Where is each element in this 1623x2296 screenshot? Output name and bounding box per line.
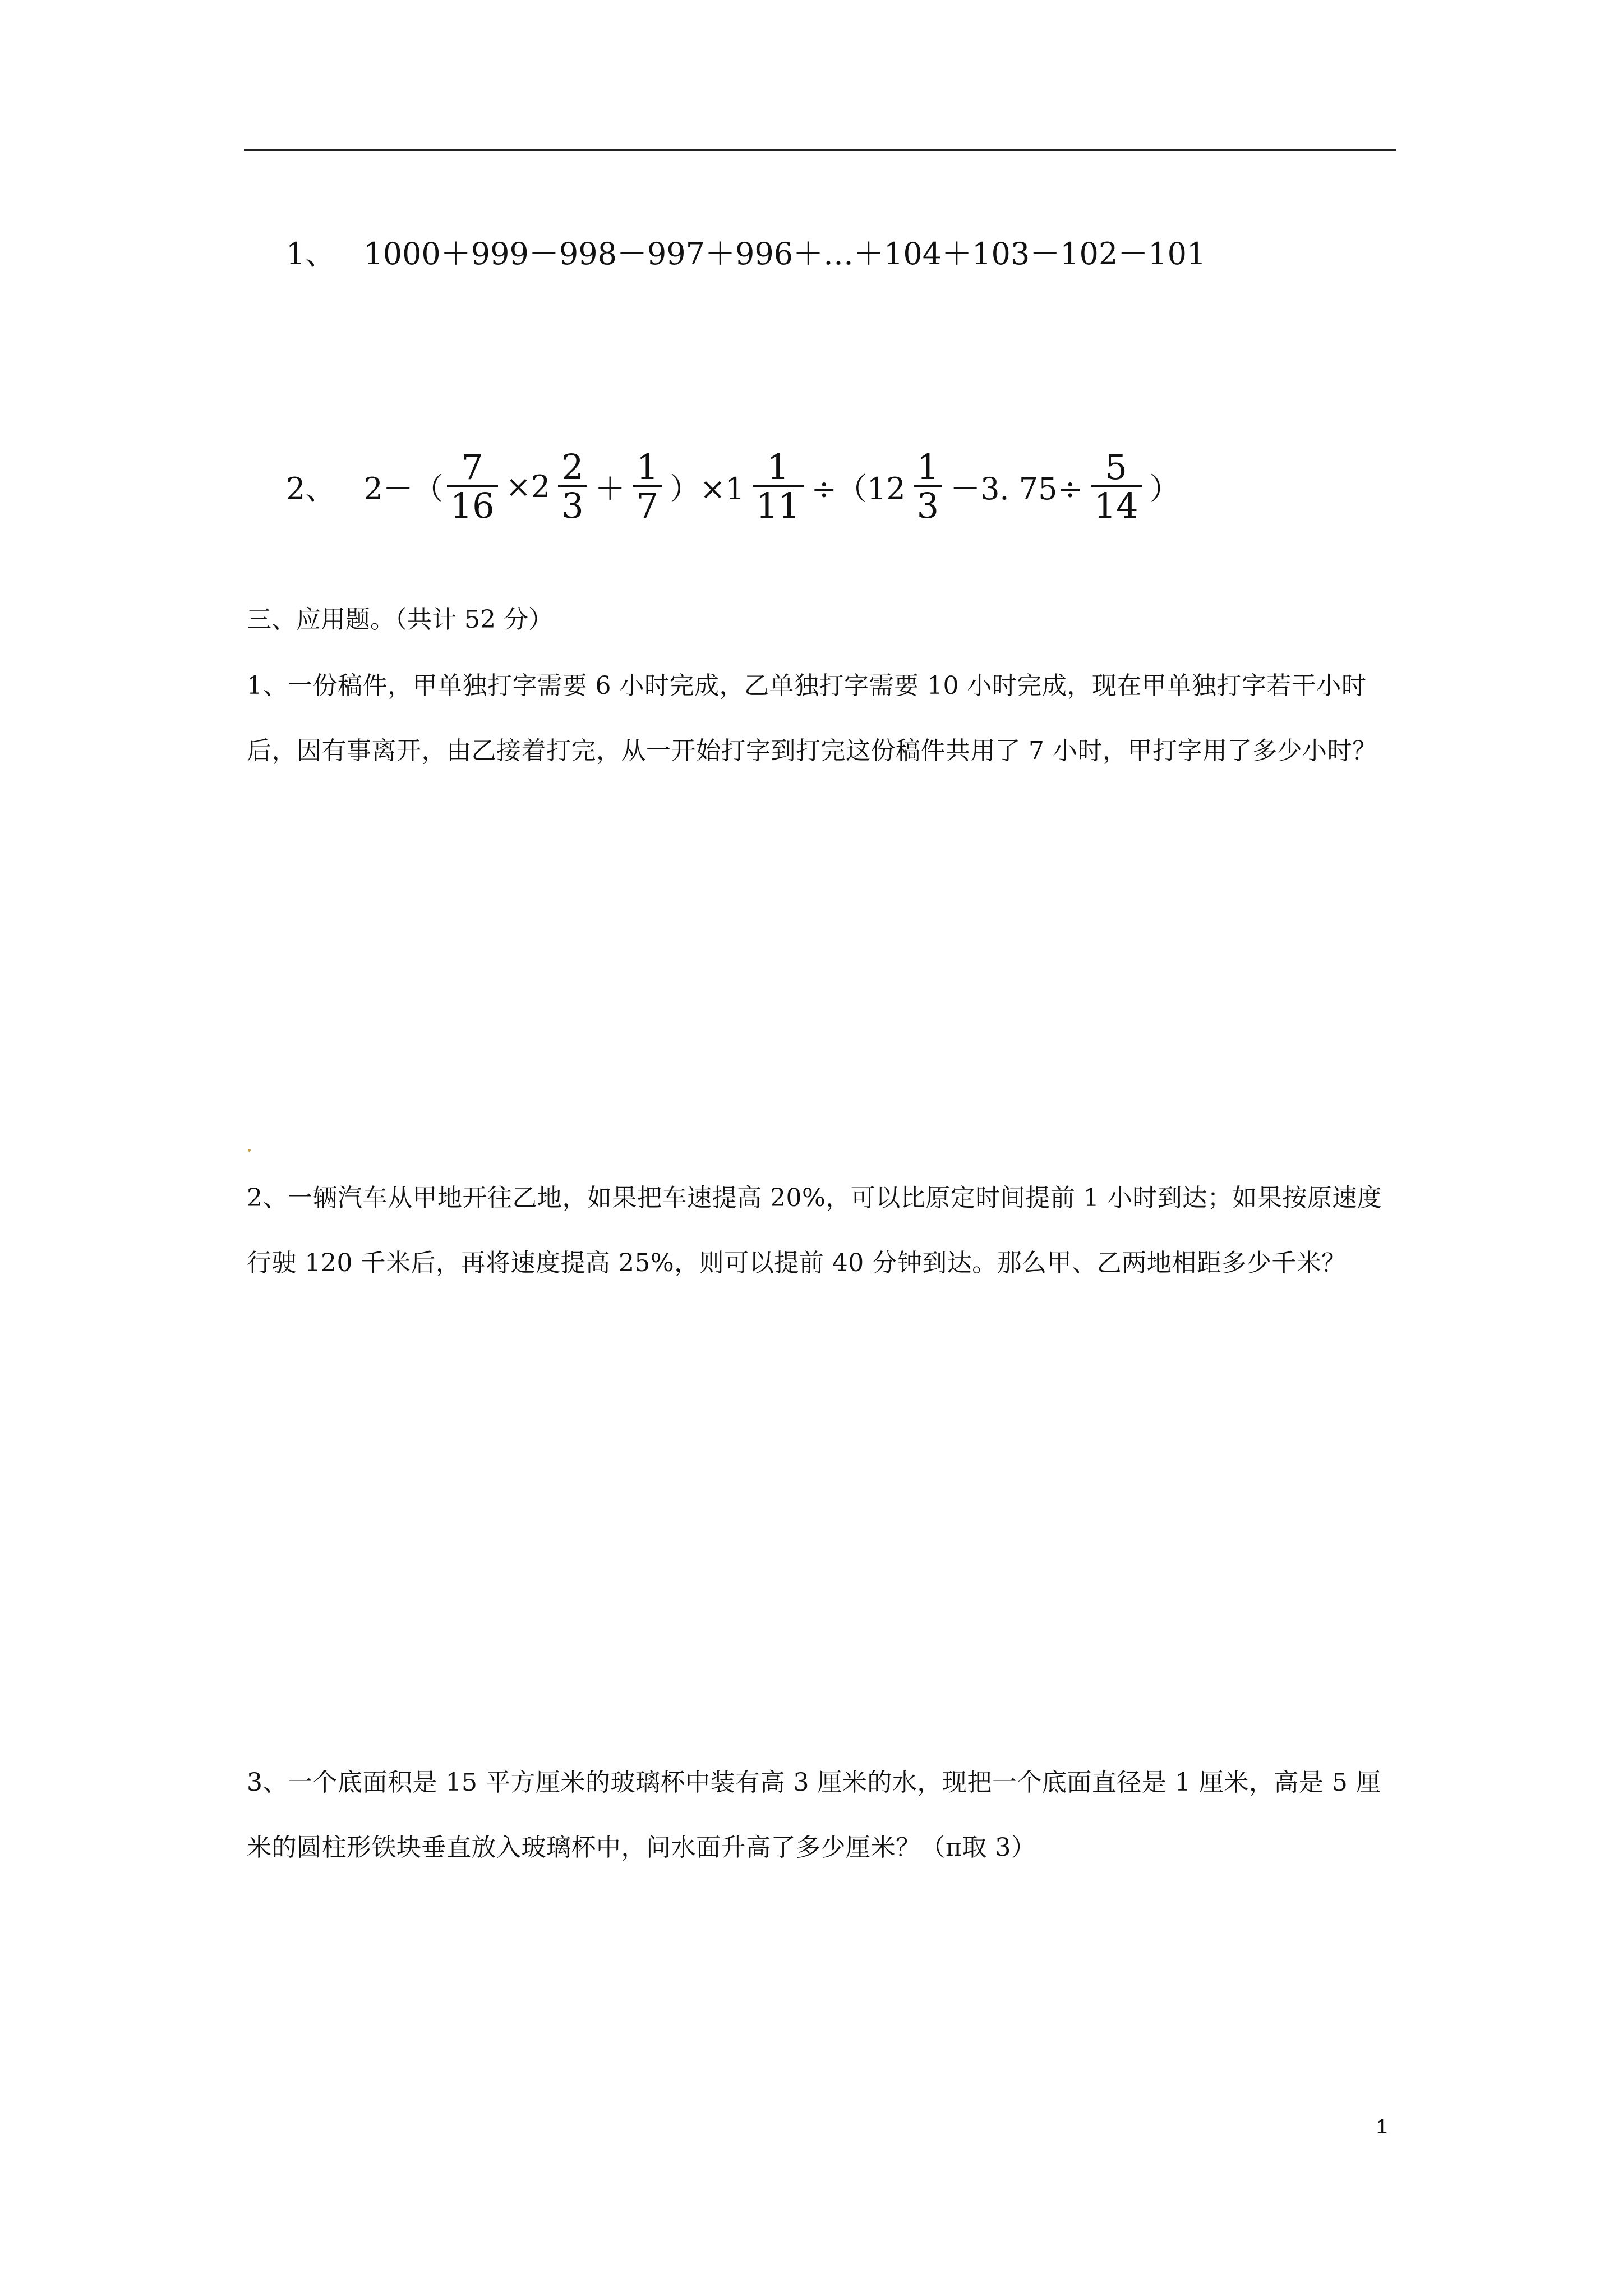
denominator: 3 xyxy=(914,485,942,524)
numerator: 5 xyxy=(1105,447,1127,487)
calc-problem-1 xyxy=(286,230,1206,273)
numerator: 1 xyxy=(916,447,939,487)
denominator: 14 xyxy=(1091,485,1142,524)
word-problem-2 xyxy=(247,1166,1396,1296)
word-problem-1 xyxy=(247,654,1396,784)
word-problem-1-text: 1、一份稿件，甲单独打字需要 6 小时完成，乙单独打字需要 10 小时完成，现在甲单独打字若干小时后，因有事离开，由乙接着打完，从一开始打字到打完这份稿件共用了 7 小时，甲打字用了多少小时？ xyxy=(247,671,1377,765)
fraction-2-3 xyxy=(558,447,587,527)
word-problem-3 xyxy=(247,1750,1396,1880)
denominator: 16 xyxy=(447,485,498,524)
divide-open-paren: ÷（12 xyxy=(811,471,906,507)
numerator: 1 xyxy=(636,447,659,487)
fraction-5-14 xyxy=(1091,447,1142,527)
plus-operator: ＋ xyxy=(594,471,625,507)
page-number: 1 xyxy=(1376,2115,1388,2138)
calc-expression-1: 1000＋999－998－997＋996＋…＋104＋103－102－101 xyxy=(363,236,1206,272)
stray-mark xyxy=(248,1149,251,1152)
close-paren-times: ）×1 xyxy=(670,471,745,507)
denominator: 11 xyxy=(753,485,804,524)
numerator: 2 xyxy=(561,447,584,487)
close-paren: ） xyxy=(1149,471,1180,507)
minus-divide: －3. 75÷ xyxy=(950,471,1083,507)
times-operator: ×2 xyxy=(505,468,551,504)
word-problem-2-text: 2、一辆汽车从甲地开往乙地，如果把车速提高 20%，可以比原定时间提前 1 小时到达；如果按原速度行驶 120 千米后，再将速度提高 25%，则可以提前 40 分钟到达。那么甲、乙两地相距多少千米？ xyxy=(247,1184,1382,1277)
header-rule xyxy=(244,149,1396,151)
numerator: 7 xyxy=(461,447,483,487)
fraction-1-7 xyxy=(633,447,662,527)
calc-number-1: 1、 xyxy=(286,236,336,272)
word-problem-3-text: 3、一个底面积是 15 平方厘米的玻璃杯中装有高 3 厘米的水，现把一个底面直径是 1 厘米，高是 5 厘米的圆柱形铁块垂直放入玻璃杯中，问水面升高了多少厘米？（π取 3） xyxy=(247,1768,1381,1862)
denominator: 3 xyxy=(558,485,587,524)
calc2-lead: 2－（ xyxy=(363,471,444,507)
section-heading: 三、应用题。（共计 52 分） xyxy=(247,605,553,634)
fraction-1-11 xyxy=(753,447,804,527)
calc-problem-2 xyxy=(286,447,1184,527)
denominator: 7 xyxy=(633,485,662,524)
calc-number-2: 2、 xyxy=(286,471,336,507)
fraction-7-16 xyxy=(447,447,498,527)
fraction-1-3 xyxy=(914,447,942,527)
numerator: 1 xyxy=(767,447,789,487)
